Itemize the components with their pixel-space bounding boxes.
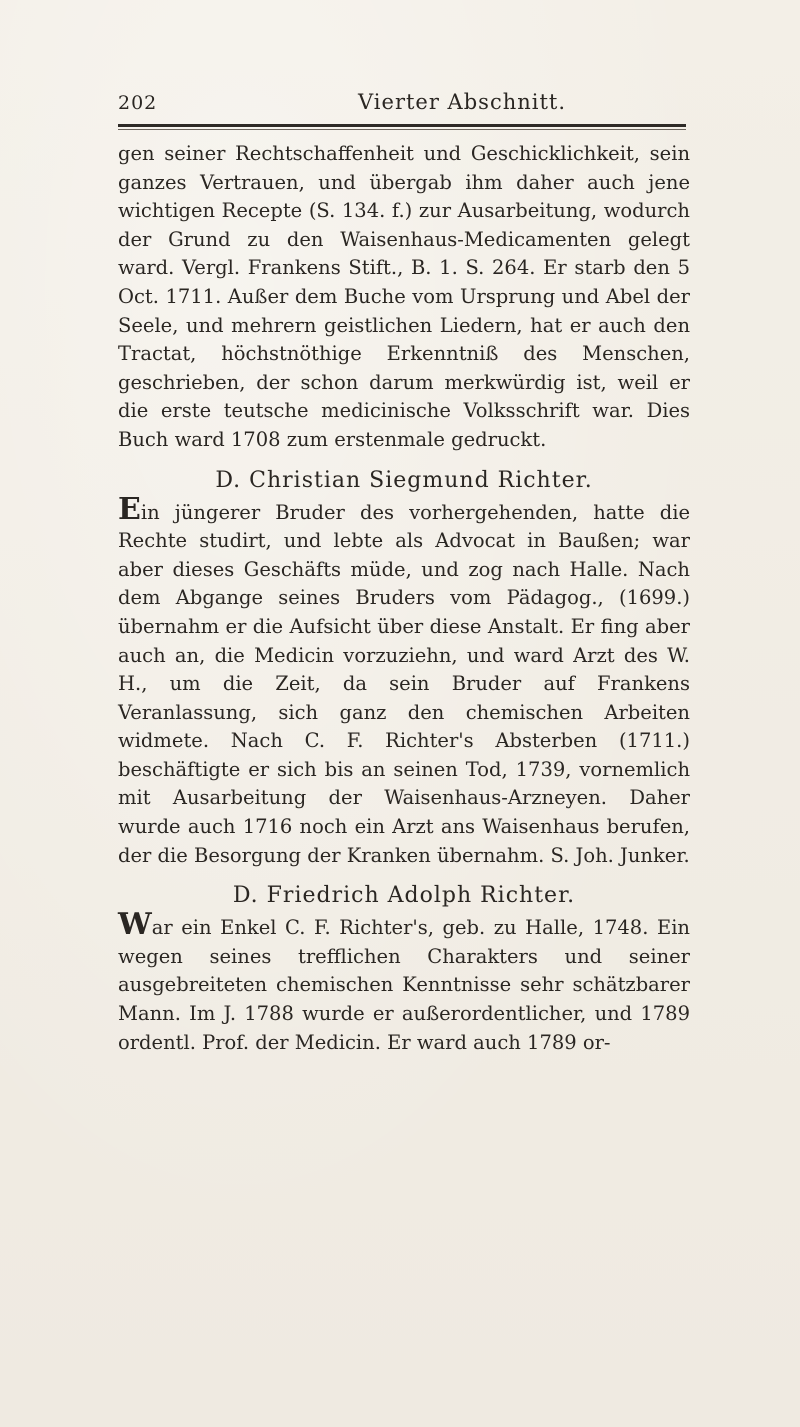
running-head: Vierter Abschnitt. bbox=[358, 90, 567, 114]
intro-paragraph: gen seiner Rechtschaffenheit und Geschicklichkeit, sein ganzes Vertrauen, und übergab ihm daher auch jene wichtigen Recepte (S. 134. f.) zur Ausarbeitung, wodurch der Grund zu den Waisenhaus-Medicamenten gelegt ward. Vergl. Frankens Stift., B. 1. S. 264. Er starb den 5 Oct. 1711. Außer dem Buche vom Ursprung und Abel der Seele, und mehrern geistlichen Liedern, hat er auch den Tractat, höchstnöthige Erkenntniß des Menschen, geschrieben, der schon darum merkwürdig ist, weil er die erste teutsche medicinische Volksschrift war. Dies Buch ward 1708 zum erstenmale gedruckt. bbox=[118, 142, 690, 451]
section-heading-christian-siegmund-richter: D. Christian Siegmund Richter. bbox=[215, 467, 593, 493]
body-text bbox=[118, 140, 690, 1057]
drop-cap: W bbox=[118, 907, 152, 943]
paragraph-friedrich-adolph-richter bbox=[118, 907, 690, 1057]
section-heading-friedrich-adolph-richter: D. Friedrich Adolph Richter. bbox=[232, 883, 576, 909]
page-number: 202 bbox=[118, 92, 158, 114]
paragraph-text: in jüngerer Bruder des vorhergehenden, hatte die Rechte studirt, und lebte als Advocat in Baußen; war aber dieses Geschäfts müde, und zog nach Halle. Nach dem Abgange seines Bruders vom Pädagog., (1699.) übernahm er die Aufsicht über diese Anstalt. Er fing aber auch an, die Medicin vorzuziehn, und ward Arzt des W. H., um die Zeit, da sein Bruder auf Frankens Veranlassung, sich ganz den chemischen Arbeiten widmete. Nach C. F. Richter's Absterben (1711.) beschäftigte er sich bis an seinen Tod, 1739, vornemlich mit Ausarbeitung der Waisenhaus-Arzneyen. Daher wurde auch 1716 noch ein Arzt ans Waisenhaus berufen, der die Besorgung der Kranken übernahm. S. Joh. Junker. bbox=[118, 500, 690, 867]
page-header bbox=[118, 86, 688, 122]
drop-cap: E bbox=[118, 491, 141, 527]
header-rule-thin bbox=[118, 129, 686, 130]
paragraph-text: ar ein Enkel C. F. Richter's, geb. zu Halle, 1748. Ein wegen seines trefflichen Charakters und seiner ausgebreiteten chemischen Kenntnisse sehr schätzbarer Mann. Im J. 1788 wurde er außerordentlicher, und 1789 ordentl. Prof. der Medicin. Er ward auch 1789 or- bbox=[118, 916, 690, 1054]
header-rule bbox=[118, 124, 686, 127]
paragraph-christian-siegmund-richter bbox=[118, 491, 690, 871]
